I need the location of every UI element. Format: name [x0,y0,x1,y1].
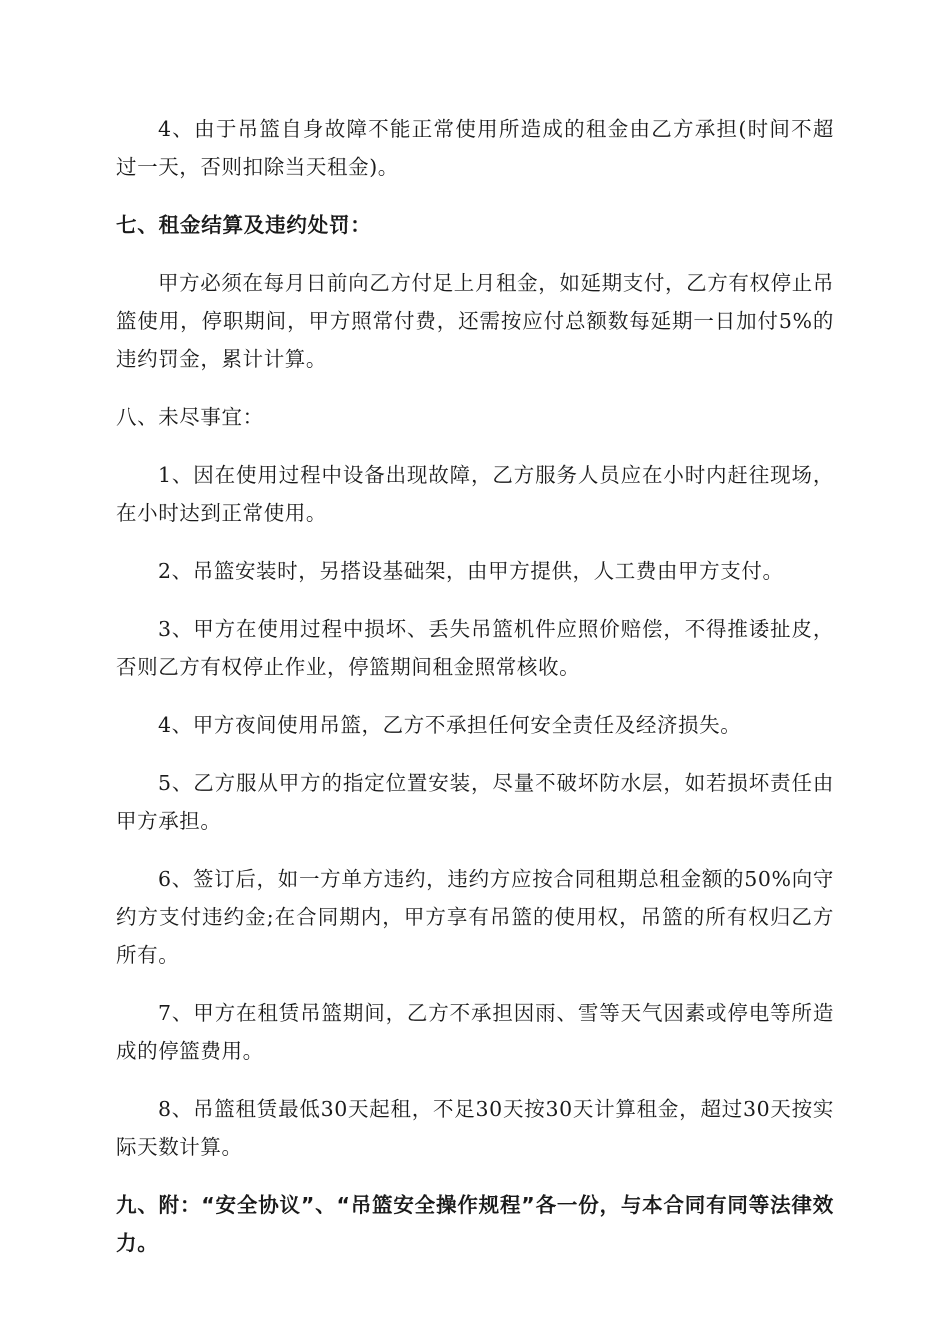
section-8-item-7: 7、甲方在租赁吊篮期间，乙方不承担因雨、雪等天气因素或停电等所造成的停篮费用。 [116,1001,834,1063]
section-8-item-6: 6、签订后，如一方单方违约，违约方应按合同租期总租金额的50%向守约方支付违约金;在合同期内，甲方享有吊篮的使用权，吊篮的所有权归乙方所有。 [116,867,834,967]
section-8-item-4: 4、甲方夜间使用吊篮，乙方不承担任何安全责任及经济损失。 [158,713,742,737]
section-8-item-3: 3、甲方在使用过程中损坏、丢失吊篮机件应照价赔偿，不得推诿扯皮，否则乙方有权停止作业，停篮期间租金照常核收。 [116,617,834,679]
section-8-heading: 八、未尽事宜： [116,405,264,429]
section-7-rent-settlement: 甲方必须在每月日前向乙方付足上月租金，如延期支付，乙方有权停止吊篮使用，停职期间，甲方照常付费，还需按应付总额数每延期一日加付5%的违约罚金，累计计算。 [116,271,834,371]
section-7-heading: 七、租金结算及违约处罚： [116,213,372,237]
section-8-item-2: 2、吊篮安装时，另搭设基础架，由甲方提供，人工费由甲方支付。 [158,559,784,583]
document-page [116,110,834,1282]
section-8-item-8: 8、吊篮租赁最低30天起租，不足30天按30天计算租金，超过30天按实际天数计算。 [116,1097,834,1159]
clause-4-basket-fault: 4、由于吊篮自身故障不能正常使用所造成的租金由乙方承担(时间不超过一天，否则扣除当天租金)。 [116,117,834,179]
section-8-item-1: 1、因在使用过程中设备出现故障，乙方服务人员应在小时内赶往现场，在小时达到正常使用。 [116,463,834,525]
section-9-heading: 九、附：“安全协议”、“吊篮安全操作规程”各一份，与本合同有同等法律效力。 [116,1193,834,1255]
section-8-item-5: 5、乙方服从甲方的指定位置安装，尽量不破坏防水层，如若损坏责任由甲方承担。 [116,771,834,833]
